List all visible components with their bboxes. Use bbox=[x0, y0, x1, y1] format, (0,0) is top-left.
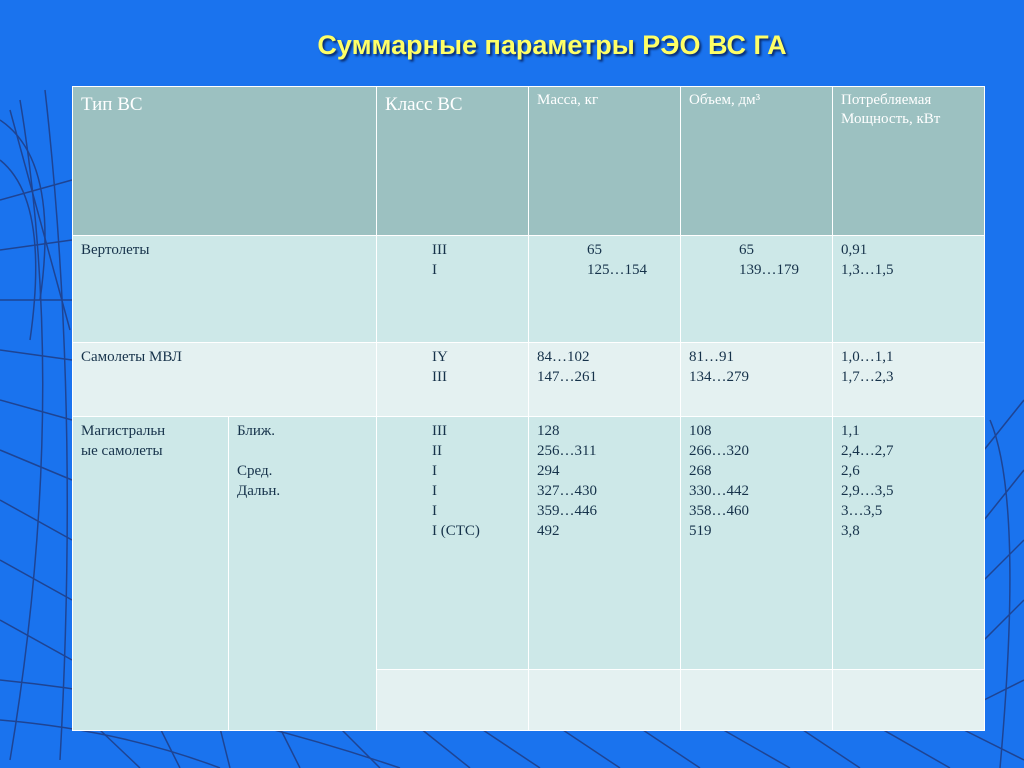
cell-volume bbox=[681, 236, 833, 343]
cell-line: Сред. bbox=[237, 463, 273, 479]
cell-volume bbox=[681, 417, 833, 670]
cell-line: III bbox=[432, 423, 448, 439]
cell-line: 147…261 bbox=[537, 369, 598, 385]
cell-volume bbox=[681, 343, 833, 417]
cell-line: 139…179 bbox=[739, 262, 800, 278]
cell-line: 108 bbox=[689, 423, 712, 439]
empty-cell bbox=[681, 670, 833, 731]
parameters-table bbox=[72, 86, 985, 731]
cell-line: 125…154 bbox=[587, 262, 648, 278]
slide-title: Суммарные параметры РЭО ВС ГА bbox=[317, 30, 787, 60]
cell-line: 358…460 bbox=[689, 503, 750, 519]
cell-line: 128 bbox=[537, 423, 560, 439]
cell-line bbox=[237, 441, 368, 461]
cell-line: 327…430 bbox=[537, 483, 598, 499]
cell-power bbox=[833, 236, 985, 343]
cell-line: 84…102 bbox=[537, 349, 590, 365]
cell-line: 0,91 bbox=[841, 242, 868, 258]
cell-line: Дальн. bbox=[237, 483, 281, 499]
cell-mass bbox=[529, 343, 681, 417]
cell-line: II bbox=[432, 443, 443, 459]
header-mass: Масса, кг bbox=[529, 87, 681, 236]
row-label-mvl: Самолеты МВЛ bbox=[73, 343, 377, 417]
cell-line: I bbox=[432, 483, 438, 499]
cell-power bbox=[833, 417, 985, 670]
cell-line: 3,8 bbox=[841, 523, 860, 539]
cell-line: I bbox=[432, 503, 438, 519]
row-label-helicopters: Вертолеты bbox=[73, 236, 377, 343]
cell-line: 266…320 bbox=[689, 443, 750, 459]
cell-line: I (СТС) bbox=[432, 523, 480, 539]
cell-line: 3…3,5 bbox=[841, 503, 883, 519]
table-header-row bbox=[73, 87, 985, 236]
cell-line: ые самолеты bbox=[81, 443, 163, 459]
cell-line: 330…442 bbox=[689, 483, 750, 499]
cell-class bbox=[377, 343, 529, 417]
cell-line: IY bbox=[432, 349, 448, 365]
cell-line: 1,1 bbox=[841, 423, 860, 439]
cell-line: 2,9…3,5 bbox=[841, 483, 894, 499]
cell-line: I bbox=[432, 463, 438, 479]
cell-line: 2,6 bbox=[841, 463, 860, 479]
cell-class bbox=[377, 236, 529, 343]
cell-line: I bbox=[432, 262, 438, 278]
cell-line: 81…91 bbox=[689, 349, 735, 365]
cell-line: III bbox=[432, 242, 448, 258]
cell-mass bbox=[529, 236, 681, 343]
cell-range-subclasses bbox=[229, 417, 377, 731]
row-label-mainline bbox=[73, 417, 229, 731]
cell-line: 65 bbox=[587, 242, 603, 258]
cell-line: 65 bbox=[739, 242, 755, 258]
cell-class bbox=[377, 417, 529, 670]
cell-line: 1,3…1,5 bbox=[841, 262, 894, 278]
header-power: Потребляемая Мощность, кВт bbox=[833, 87, 985, 236]
cell-line: III bbox=[432, 369, 448, 385]
empty-cell bbox=[529, 670, 681, 731]
cell-line: 256…311 bbox=[537, 443, 597, 459]
table-row bbox=[73, 236, 985, 343]
cell-line: 492 bbox=[537, 523, 560, 539]
header-volume: Объем, дм³ bbox=[681, 87, 833, 236]
cell-line: 2,4…2,7 bbox=[841, 443, 894, 459]
cell-line: 359…446 bbox=[537, 503, 598, 519]
cell-power bbox=[833, 343, 985, 417]
empty-cell bbox=[377, 670, 529, 731]
cell-line: 268 bbox=[689, 463, 712, 479]
cell-mass bbox=[529, 417, 681, 670]
cell-line: Магистральн bbox=[81, 423, 166, 439]
table-row bbox=[73, 417, 985, 670]
cell-line: 1,7…2,3 bbox=[841, 369, 894, 385]
cell-line: Ближ. bbox=[237, 423, 276, 439]
table-row bbox=[73, 343, 985, 417]
header-type: Тип ВС bbox=[73, 87, 377, 236]
cell-line: 294 bbox=[537, 463, 560, 479]
cell-line: 1,0…1,1 bbox=[841, 349, 894, 365]
cell-line: 134…279 bbox=[689, 369, 750, 385]
header-class: Класс ВС bbox=[377, 87, 529, 236]
cell-line: 519 bbox=[689, 523, 712, 539]
empty-cell bbox=[833, 670, 985, 731]
